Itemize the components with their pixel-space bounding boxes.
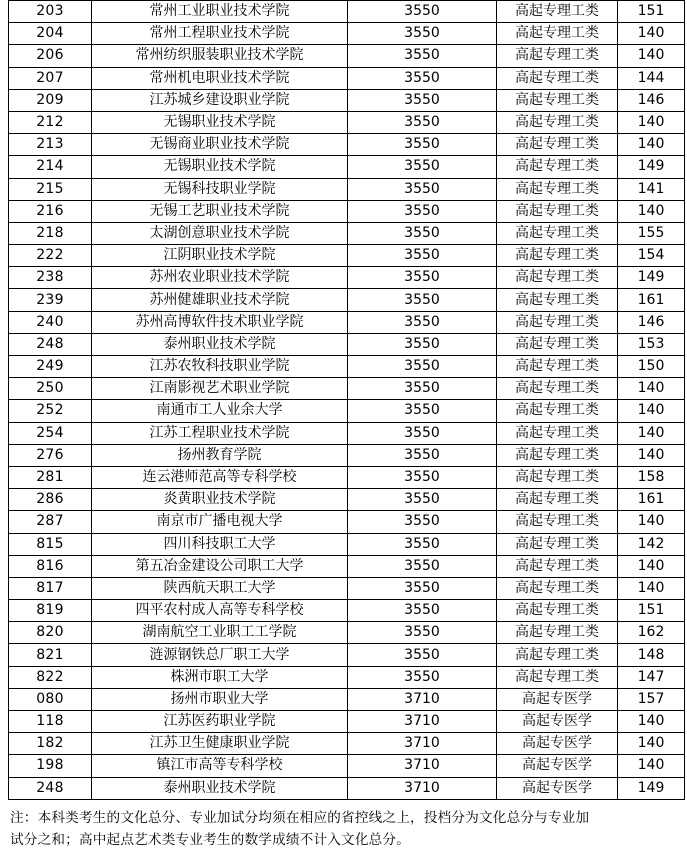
cell-school-name: 太湖创意职业技术学院 <box>92 222 348 244</box>
cell-cutoff-score: 148 <box>618 644 685 666</box>
table-row <box>9 555 685 577</box>
cell-cutoff-score: 155 <box>618 222 685 244</box>
cell-plan-code: 3550 <box>348 111 497 133</box>
table-row <box>9 711 685 733</box>
cell-plan-code: 3550 <box>348 600 497 622</box>
table-row <box>9 333 685 355</box>
cell-cutoff-score: 140 <box>618 45 685 67</box>
cell-school-name: 无锡职业技术学院 <box>92 111 348 133</box>
cell-plan-code: 3550 <box>348 267 497 289</box>
cell-school-name: 镇江市高等专科学校 <box>92 755 348 777</box>
table-row <box>9 111 685 133</box>
cell-level-category: 高起专理工类 <box>497 644 618 666</box>
note-text-1: 本科类考生的文化总分、专业加试分均须在相应的省控线之上，投档分为文化总分与专业加 <box>37 809 590 826</box>
cell-level-category: 高起专理工类 <box>497 466 618 488</box>
cell-school-name: 泰州职业技术学院 <box>92 333 348 355</box>
cell-school-code: 222 <box>9 245 92 267</box>
cell-cutoff-score: 140 <box>618 733 685 755</box>
cell-school-name: 江苏医药职业学院 <box>92 711 348 733</box>
cell-plan-code: 3550 <box>348 356 497 378</box>
table-row <box>9 23 685 45</box>
cell-school-name: 常州工程职业技术学院 <box>92 23 348 45</box>
cell-school-name: 江苏城乡建设职业学院 <box>92 89 348 111</box>
table-row <box>9 267 685 289</box>
cell-school-code: 198 <box>9 755 92 777</box>
table-row <box>9 755 685 777</box>
cell-school-code: 252 <box>9 400 92 422</box>
cell-school-code: 206 <box>9 45 92 67</box>
cell-cutoff-score: 140 <box>618 422 685 444</box>
cell-school-code: 254 <box>9 422 92 444</box>
table-row <box>9 156 685 178</box>
cell-plan-code: 3550 <box>348 577 497 599</box>
table-row <box>9 378 685 400</box>
cell-plan-code: 3550 <box>348 666 497 688</box>
cell-cutoff-score: 140 <box>618 200 685 222</box>
cell-cutoff-score: 161 <box>618 289 685 311</box>
cell-school-code: 240 <box>9 311 92 333</box>
cell-plan-code: 3550 <box>348 200 497 222</box>
cell-school-code: 248 <box>9 777 92 799</box>
cell-cutoff-score: 140 <box>618 134 685 156</box>
cell-cutoff-score: 140 <box>618 511 685 533</box>
cell-school-code: 815 <box>9 533 92 555</box>
cell-cutoff-score: 149 <box>618 156 685 178</box>
cell-level-category: 高起专理工类 <box>497 222 618 244</box>
cell-level-category: 高起专理工类 <box>497 134 618 156</box>
cell-school-name: 株洲市职工大学 <box>92 666 348 688</box>
cell-school-code: 216 <box>9 200 92 222</box>
table-row <box>9 688 685 710</box>
table-row <box>9 600 685 622</box>
cell-school-code: 215 <box>9 178 92 200</box>
table-row <box>9 577 685 599</box>
cell-plan-code: 3550 <box>348 466 497 488</box>
cell-school-name: 南京市广播电视大学 <box>92 511 348 533</box>
cell-cutoff-score: 140 <box>618 555 685 577</box>
cell-level-category: 高起专理工类 <box>497 156 618 178</box>
cell-cutoff-score: 157 <box>618 688 685 710</box>
cell-cutoff-score: 140 <box>618 711 685 733</box>
cell-school-name: 南通市工人业余大学 <box>92 400 348 422</box>
cell-level-category: 高起专医学 <box>497 755 618 777</box>
cell-level-category: 高起专理工类 <box>497 1 618 23</box>
cell-level-category: 高起专理工类 <box>497 356 618 378</box>
cell-cutoff-score: 142 <box>618 533 685 555</box>
cell-school-code: 218 <box>9 222 92 244</box>
cell-plan-code: 3550 <box>348 89 497 111</box>
cell-school-code: 204 <box>9 23 92 45</box>
cell-cutoff-score: 149 <box>618 777 685 799</box>
cell-level-category: 高起专理工类 <box>497 622 618 644</box>
cell-plan-code: 3550 <box>348 422 497 444</box>
table-row <box>9 400 685 422</box>
cell-plan-code: 3550 <box>348 622 497 644</box>
cell-level-category: 高起专理工类 <box>497 577 618 599</box>
table-row <box>9 644 685 666</box>
cell-cutoff-score: 140 <box>618 378 685 400</box>
cell-cutoff-score: 147 <box>618 666 685 688</box>
cell-plan-code: 3550 <box>348 533 497 555</box>
cell-level-category: 高起专医学 <box>497 688 618 710</box>
table-row <box>9 466 685 488</box>
cell-cutoff-score: 154 <box>618 245 685 267</box>
table-row <box>9 356 685 378</box>
cell-school-code: 287 <box>9 511 92 533</box>
cell-school-code: 203 <box>9 1 92 23</box>
cell-plan-code: 3710 <box>348 711 497 733</box>
cell-plan-code: 3550 <box>348 156 497 178</box>
cell-plan-code: 3550 <box>348 644 497 666</box>
table-row <box>9 444 685 466</box>
cell-plan-code: 3550 <box>348 311 497 333</box>
cell-school-code: 821 <box>9 644 92 666</box>
cell-level-category: 高起专理工类 <box>497 400 618 422</box>
cell-school-name: 无锡商业职业技术学院 <box>92 134 348 156</box>
cell-cutoff-score: 158 <box>618 466 685 488</box>
cell-cutoff-score: 151 <box>618 600 685 622</box>
cell-school-name: 江苏工程职业技术学院 <box>92 422 348 444</box>
cell-school-name: 常州工业职业技术学院 <box>92 1 348 23</box>
table-row <box>9 422 685 444</box>
table-row <box>9 245 685 267</box>
cell-school-name: 苏州健雄职业技术学院 <box>92 289 348 311</box>
cell-level-category: 高起专理工类 <box>497 67 618 89</box>
cell-school-name: 苏州农业职业技术学院 <box>92 267 348 289</box>
cell-school-code: 819 <box>9 600 92 622</box>
cell-school-name: 苏州高博软件技术职业学院 <box>92 311 348 333</box>
cell-cutoff-score: 140 <box>618 577 685 599</box>
table-row <box>9 733 685 755</box>
cell-cutoff-score: 150 <box>618 356 685 378</box>
cell-level-category: 高起专理工类 <box>497 422 618 444</box>
note-line-1 <box>10 807 677 829</box>
cell-school-code: 822 <box>9 666 92 688</box>
cell-level-category: 高起专理工类 <box>497 311 618 333</box>
cell-school-code: 212 <box>9 111 92 133</box>
cell-school-code: 249 <box>9 356 92 378</box>
cell-plan-code: 3550 <box>348 444 497 466</box>
cell-school-code: 118 <box>9 711 92 733</box>
cell-plan-code: 3710 <box>348 733 497 755</box>
cell-school-code: 817 <box>9 577 92 599</box>
cell-level-category: 高起专医学 <box>497 711 618 733</box>
table-row <box>9 134 685 156</box>
cell-level-category: 高起专理工类 <box>497 378 618 400</box>
cell-level-category: 高起专理工类 <box>497 178 618 200</box>
cell-cutoff-score: 140 <box>618 111 685 133</box>
cell-level-category: 高起专理工类 <box>497 200 618 222</box>
cell-school-name: 江南影视艺术职业学院 <box>92 378 348 400</box>
cell-plan-code: 3550 <box>348 400 497 422</box>
cell-school-name: 炎黄职业技术学院 <box>92 489 348 511</box>
cell-level-category: 高起专医学 <box>497 733 618 755</box>
cell-school-name: 涟源钢铁总厂职工大学 <box>92 644 348 666</box>
table-row <box>9 622 685 644</box>
cell-level-category: 高起专理工类 <box>497 267 618 289</box>
cell-level-category: 高起专理工类 <box>497 444 618 466</box>
cell-level-category: 高起专理工类 <box>497 600 618 622</box>
cell-level-category: 高起专理工类 <box>497 666 618 688</box>
table-row <box>9 777 685 799</box>
cell-school-name: 泰州职业技术学院 <box>92 777 348 799</box>
cell-school-name: 四平农村成人高等专科学校 <box>92 600 348 622</box>
table-row <box>9 311 685 333</box>
table-row <box>9 489 685 511</box>
cell-plan-code: 3550 <box>348 45 497 67</box>
cell-school-code: 281 <box>9 466 92 488</box>
cell-plan-code: 3550 <box>348 134 497 156</box>
table-row <box>9 289 685 311</box>
cell-school-code: 213 <box>9 134 92 156</box>
cell-school-code: 238 <box>9 267 92 289</box>
cell-cutoff-score: 151 <box>618 1 685 23</box>
cell-cutoff-score: 140 <box>618 400 685 422</box>
cell-school-code: 207 <box>9 67 92 89</box>
cell-school-name: 常州纺织服装职业技术学院 <box>92 45 348 67</box>
cell-level-category: 高起专理工类 <box>497 245 618 267</box>
cell-level-category: 高起专理工类 <box>497 511 618 533</box>
cell-school-name: 四川科技职工大学 <box>92 533 348 555</box>
table-row <box>9 533 685 555</box>
cell-cutoff-score: 146 <box>618 89 685 111</box>
table-row <box>9 1 685 23</box>
note-line-2: 试分之和；高中起点艺术类专业考生的数学成绩不计入文化总分。 <box>10 831 411 848</box>
cell-plan-code: 3550 <box>348 511 497 533</box>
cell-cutoff-score: 146 <box>618 311 685 333</box>
cell-school-name: 常州机电职业技术学院 <box>92 67 348 89</box>
table-row <box>9 222 685 244</box>
cell-school-name: 江苏卫生健康职业学院 <box>92 733 348 755</box>
cell-school-name: 第五冶金建设公司职工大学 <box>92 555 348 577</box>
cell-school-name: 扬州教育学院 <box>92 444 348 466</box>
cell-cutoff-score: 141 <box>618 178 685 200</box>
cell-plan-code: 3550 <box>348 1 497 23</box>
cell-cutoff-score: 144 <box>618 67 685 89</box>
cell-plan-code: 3550 <box>348 489 497 511</box>
cell-school-name: 连云港师范高等专科学校 <box>92 466 348 488</box>
cell-school-name: 无锡科技职业学院 <box>92 178 348 200</box>
table-row <box>9 178 685 200</box>
cell-school-code: 820 <box>9 622 92 644</box>
admission-score-table <box>8 0 685 800</box>
cell-plan-code: 3550 <box>348 23 497 45</box>
cell-level-category: 高起专医学 <box>497 777 618 799</box>
cell-school-code: 816 <box>9 555 92 577</box>
cell-school-code: 286 <box>9 489 92 511</box>
cell-school-name: 湖南航空工业职工工学院 <box>92 622 348 644</box>
cell-plan-code: 3710 <box>348 777 497 799</box>
table-row <box>9 67 685 89</box>
cell-school-name: 扬州市职业大学 <box>92 688 348 710</box>
cell-school-code: 239 <box>9 289 92 311</box>
table-note <box>8 807 679 851</box>
table-row <box>9 511 685 533</box>
cell-plan-code: 3710 <box>348 755 497 777</box>
cell-school-name: 江苏农牧科技职业学院 <box>92 356 348 378</box>
cell-level-category: 高起专理工类 <box>497 489 618 511</box>
cell-level-category: 高起专理工类 <box>497 89 618 111</box>
table-row <box>9 45 685 67</box>
cell-school-name: 江阴职业技术学院 <box>92 245 348 267</box>
cell-school-code: 182 <box>9 733 92 755</box>
cell-school-code: 080 <box>9 688 92 710</box>
cell-school-code: 250 <box>9 378 92 400</box>
cell-plan-code: 3550 <box>348 67 497 89</box>
cell-school-code: 276 <box>9 444 92 466</box>
table-row <box>9 200 685 222</box>
table-row <box>9 666 685 688</box>
cell-plan-code: 3550 <box>348 333 497 355</box>
cell-plan-code: 3550 <box>348 378 497 400</box>
cell-cutoff-score: 140 <box>618 755 685 777</box>
cell-cutoff-score: 161 <box>618 489 685 511</box>
cell-plan-code: 3550 <box>348 555 497 577</box>
cell-school-code: 248 <box>9 333 92 355</box>
cell-school-name: 陕西航天职工大学 <box>92 577 348 599</box>
cell-level-category: 高起专理工类 <box>497 533 618 555</box>
note-label: 注： <box>10 809 38 826</box>
cell-plan-code: 3550 <box>348 222 497 244</box>
cell-cutoff-score: 162 <box>618 622 685 644</box>
cell-school-name: 无锡工艺职业技术学院 <box>92 200 348 222</box>
cell-level-category: 高起专理工类 <box>497 555 618 577</box>
cell-plan-code: 3550 <box>348 178 497 200</box>
cell-plan-code: 3550 <box>348 289 497 311</box>
cell-plan-code: 3550 <box>348 245 497 267</box>
table-row <box>9 89 685 111</box>
cell-cutoff-score: 153 <box>618 333 685 355</box>
cell-plan-code: 3710 <box>348 688 497 710</box>
cell-school-name: 无锡职业技术学院 <box>92 156 348 178</box>
cell-cutoff-score: 149 <box>618 267 685 289</box>
cell-school-code: 209 <box>9 89 92 111</box>
cell-cutoff-score: 140 <box>618 23 685 45</box>
cell-level-category: 高起专理工类 <box>497 111 618 133</box>
cell-level-category: 高起专理工类 <box>497 333 618 355</box>
table-body <box>9 1 685 800</box>
cell-level-category: 高起专理工类 <box>497 45 618 67</box>
cell-level-category: 高起专理工类 <box>497 23 618 45</box>
cell-school-code: 214 <box>9 156 92 178</box>
cell-level-category: 高起专理工类 <box>497 289 618 311</box>
cell-cutoff-score: 140 <box>618 444 685 466</box>
